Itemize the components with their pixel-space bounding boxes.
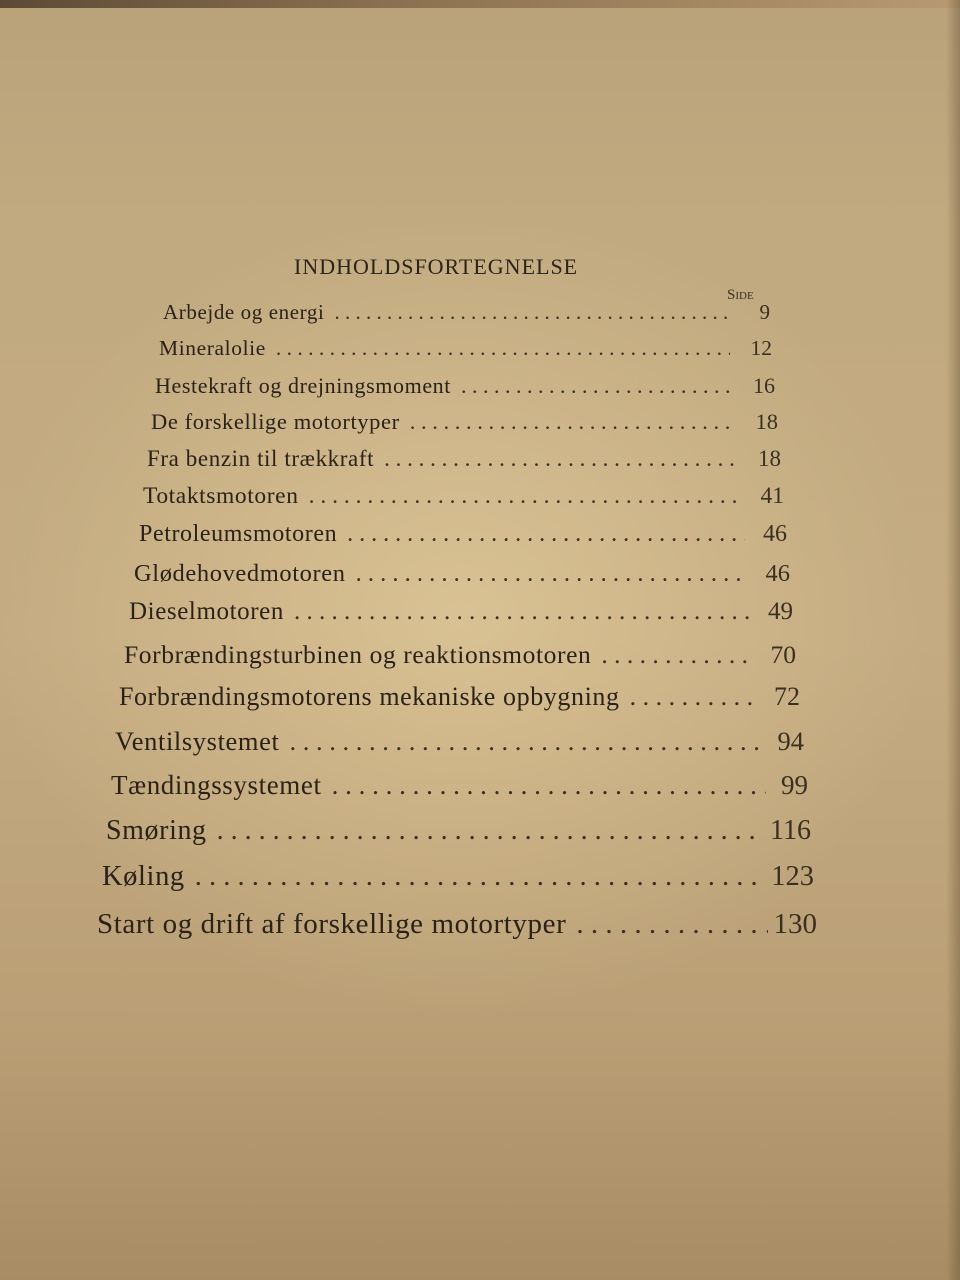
toc-entry-title: Køling: [102, 861, 185, 892]
toc-entry: [134, 560, 790, 588]
toc-entry: [106, 815, 811, 847]
toc-entry-title: Smøring: [106, 815, 207, 846]
dot-leader: [294, 598, 751, 626]
toc-entry-page: 9: [759, 300, 770, 324]
dot-leader: [601, 640, 754, 670]
toc-entry-page: 12: [750, 336, 772, 360]
toc-entry: [102, 861, 814, 893]
toc-entry-page: 46: [765, 560, 790, 587]
toc-entry-title: Start og drift af forskellige motortyper: [97, 908, 567, 940]
toc-entry: [151, 409, 778, 435]
toc-entry: [119, 682, 800, 712]
toc-entry-title: Totaktsmotoren: [143, 483, 299, 509]
toc-heading: INDHOLDSFORTEGNELSE: [294, 254, 579, 279]
toc-entry-page: 18: [758, 446, 781, 471]
dot-leader: [332, 770, 766, 801]
toc-entry: [147, 446, 781, 472]
toc-entry: [129, 598, 793, 626]
toc-entry-page: 18: [755, 409, 778, 434]
dot-leader: [347, 521, 745, 548]
toc-entry-page: 16: [753, 373, 775, 398]
dot-leader: [217, 815, 764, 847]
toc-entry: [97, 908, 817, 941]
dot-leader: [309, 483, 742, 510]
side-column-label: Side: [727, 287, 754, 303]
toc-entry-page: 99: [781, 770, 808, 800]
toc-entry-page: 41: [760, 483, 784, 509]
toc-entry-title: Forbrændingsturbinen og reaktionsmotoren: [124, 640, 592, 669]
toc-entry: [159, 336, 772, 361]
toc-entry-title: Arbejde og energi: [163, 300, 325, 324]
toc-entry-page: 49: [768, 598, 793, 625]
dot-leader: [334, 300, 728, 325]
dot-leader: [289, 726, 762, 757]
toc-entry-title: Tændingssystemet: [111, 770, 322, 800]
dot-leader: [276, 336, 730, 361]
toc-entry-title: Petroleumsmotoren: [139, 521, 338, 547]
toc-entry: [139, 521, 787, 548]
dot-leader: [356, 560, 748, 588]
toc-entry: [124, 640, 796, 670]
dot-leader: [461, 373, 733, 399]
toc-entry-title: Ventilsystemet: [115, 726, 280, 756]
toc-entry-title: Dieselmotoren: [129, 598, 284, 625]
toc-entry: [143, 483, 784, 510]
toc-entry-page: 94: [777, 726, 804, 756]
dot-leader: [410, 409, 736, 435]
toc-entry-page: 46: [763, 521, 787, 547]
toc-entry-title: De forskellige motortyper: [151, 409, 400, 434]
toc-entry: [155, 373, 775, 399]
toc-entry-title: Mineralolie: [159, 336, 266, 360]
toc-entry: [111, 770, 808, 801]
dot-leader: [195, 861, 765, 893]
toc-entry-title: Forbrændingsmotorens mekaniske opbygning: [119, 682, 620, 711]
toc-entry-page: 70: [770, 640, 796, 669]
toc-entry-title: Glødehovedmotoren: [134, 560, 346, 587]
toc-entry-page: 123: [771, 861, 814, 892]
dot-leader: [630, 682, 758, 712]
toc-entry: [163, 300, 770, 325]
toc-entry-page: 130: [773, 908, 817, 940]
toc-entry-title: Hestekraft og drejningsmoment: [155, 373, 451, 398]
toc-entry-title: Fra benzin til trækkraft: [147, 446, 375, 471]
toc-entry-page: 116: [770, 815, 811, 846]
dot-leader: [384, 446, 739, 472]
dot-leader: [576, 908, 767, 941]
toc-entry-page: 72: [774, 682, 800, 711]
toc-entry: [115, 726, 804, 757]
